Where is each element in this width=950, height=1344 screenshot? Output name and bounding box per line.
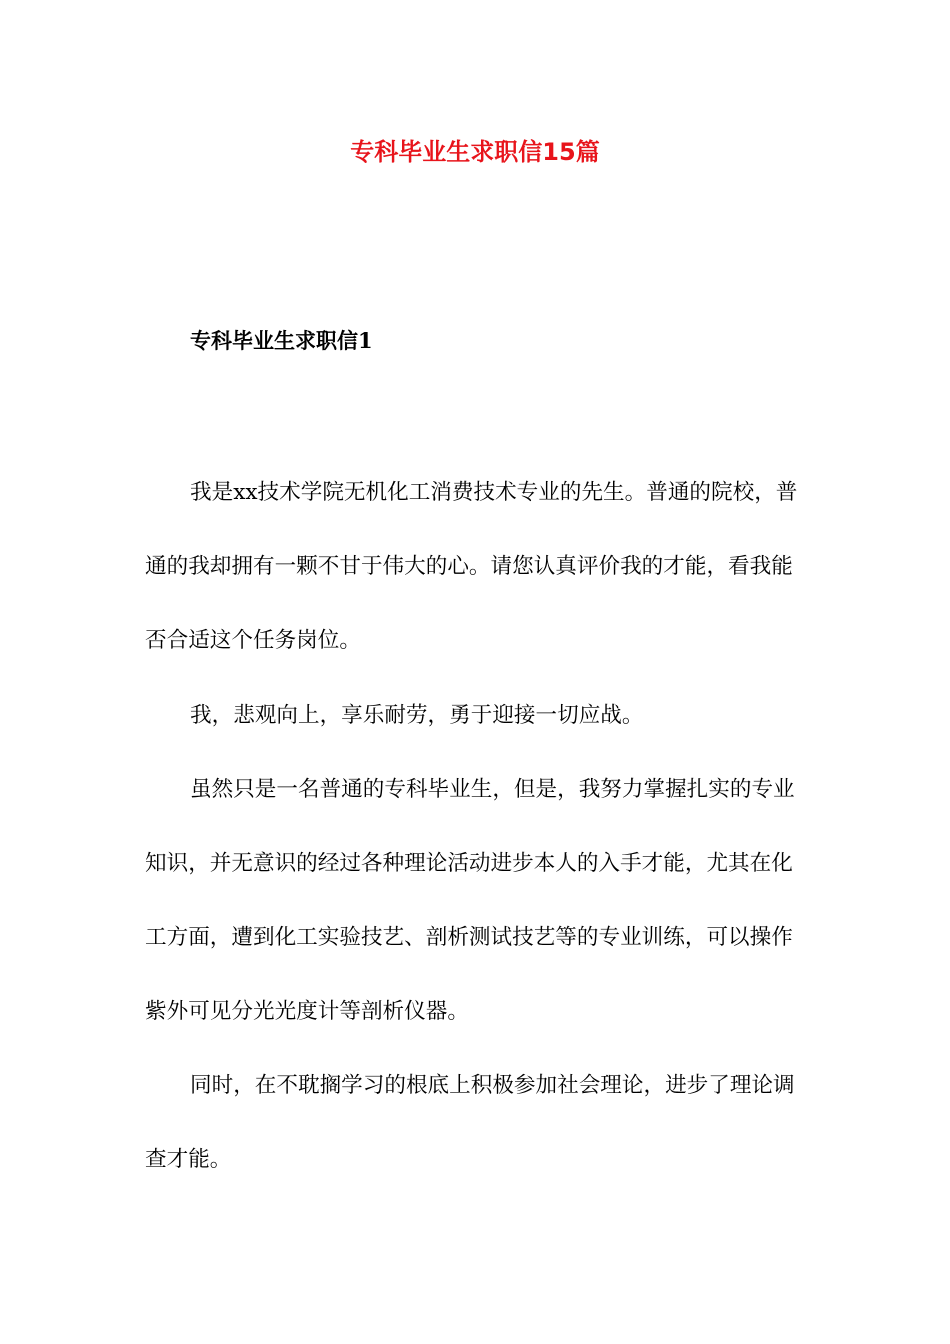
paragraph-1: 我是xx技术学院无机化工消费技术专业的先生。普通的院校，普通的我却拥有一颗不甘于伟大的心。请您认真评价我的才能，看我能否合适这个任务岗位。: [145, 480, 798, 653]
section-heading: 专科毕业生求职信1: [190, 328, 373, 353]
paragraph-2: 我，悲观向上，享乐耐劳，勇于迎接一切应战。: [190, 703, 644, 728]
paragraph-4: 同时，在不耽搁学习的根底上积极参加社会理论，进步了理论调查才能。: [145, 1073, 795, 1172]
paragraph-3: 虽然只是一名普通的专科毕业生，但是，我努力掌握扎实的专业知识，并无意识的经过各种理论活动进步本人的入手才能，尤其在化工方面，遭到化工实验技艺、剖析测试技艺等的专业训练，可以操作紫外可见分光光度计等剖析仪器。: [145, 777, 795, 1024]
document-title: 专科毕业生求职信15篇: [350, 138, 600, 166]
